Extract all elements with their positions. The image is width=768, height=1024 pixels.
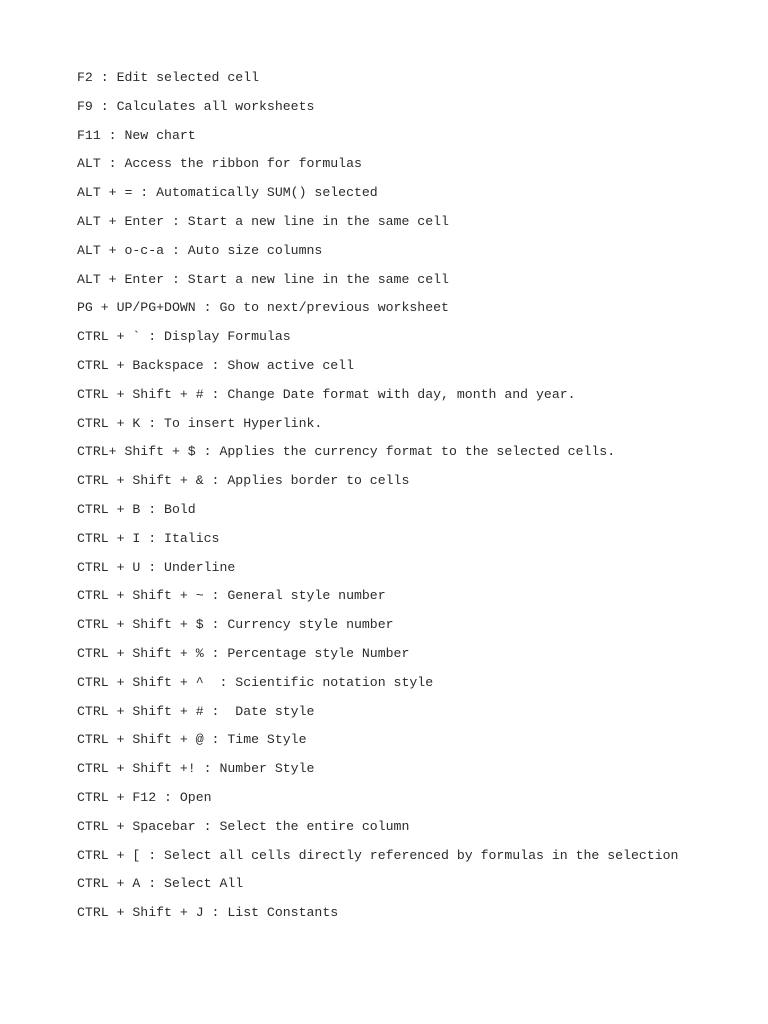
- shortcut-line: CTRL + Backspace : Show active cell: [77, 357, 354, 373]
- shortcut-line: F11 : New chart: [77, 127, 196, 143]
- shortcut-line: CTRL + A : Select All: [77, 876, 244, 892]
- shortcut-line: ALT + Enter : Start a new line in the same cell: [77, 271, 449, 287]
- shortcut-list: [77, 70, 678, 934]
- shortcut-line: CTRL+ Shift + $ : Applies the currency format to the selected cells.: [77, 444, 616, 460]
- shortcut-line: F2 : Edit selected cell: [77, 70, 260, 85]
- shortcut-line: CTRL + F12 : Open: [77, 789, 212, 805]
- shortcut-line: F9 : Calculates all worksheets: [77, 98, 315, 114]
- shortcut-line: CTRL + Shift + @ : Time Style: [77, 732, 307, 748]
- shortcut-line: CTRL + Shift + $ : Currency style number: [77, 617, 394, 633]
- shortcut-line: ALT + Enter : Start a new line in the same cell: [77, 213, 449, 229]
- shortcut-line: CTRL + I : Italics: [77, 530, 220, 546]
- shortcut-line: CTRL + K : To insert Hyperlink.: [77, 415, 323, 431]
- shortcut-line: ALT + = : Automatically SUM() selected: [77, 185, 378, 201]
- shortcut-line: CTRL + Shift + # : Date style: [77, 703, 315, 719]
- shortcut-line: CTRL + Shift + ^ : Scientific notation style: [77, 674, 434, 690]
- shortcut-line: CTRL + Spacebar : Select the entire column: [77, 818, 410, 834]
- shortcut-line: ALT + o-c-a : Auto size columns: [77, 242, 323, 258]
- shortcut-line: CTRL + Shift + J : List Constants: [77, 905, 339, 921]
- shortcut-line: CTRL + ` : Display Formulas: [77, 329, 291, 345]
- shortcut-line: CTRL + [ : Select all cells directly referenced by formulas in the selection: [77, 847, 679, 863]
- shortcut-line: CTRL + Shift +! : Number Style: [77, 761, 315, 777]
- shortcut-line: CTRL + B : Bold: [77, 501, 196, 517]
- shortcut-line: PG + UP/PG+DOWN : Go to next/previous worksheet: [77, 300, 449, 316]
- shortcut-line: CTRL + Shift + # : Change Date format with day, month and year.: [77, 386, 576, 402]
- shortcut-line: CTRL + U : Underline: [77, 559, 236, 575]
- shortcut-line: CTRL + Shift + & : Applies border to cells: [77, 473, 410, 489]
- shortcut-line: ALT : Access the ribbon for formulas: [77, 156, 362, 172]
- shortcut-line: CTRL + Shift + ~ : General style number: [77, 588, 386, 604]
- shortcut-line: CTRL + Shift + % : Percentage style Number: [77, 645, 410, 661]
